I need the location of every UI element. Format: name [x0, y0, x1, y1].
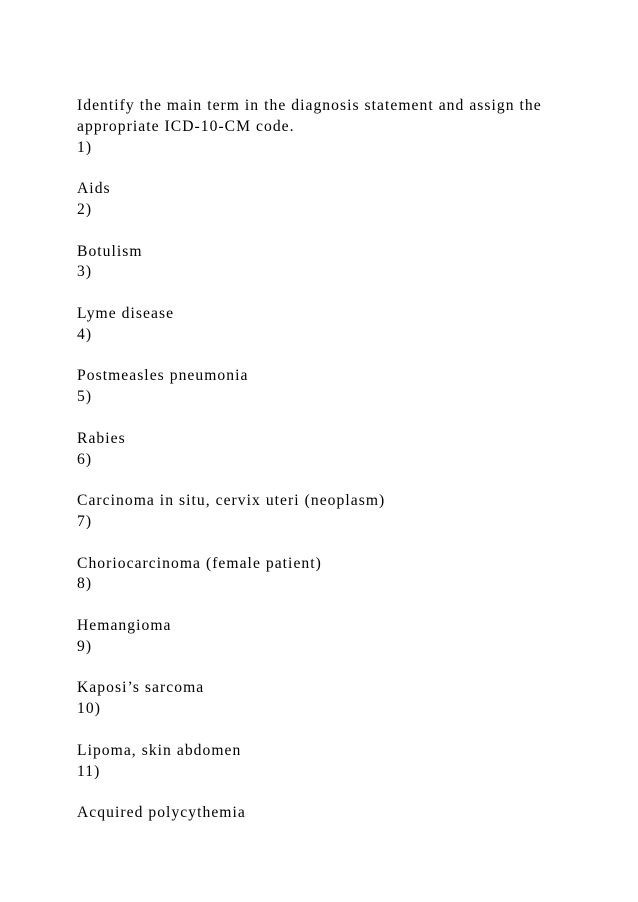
item-text: Aids	[77, 180, 111, 198]
item-number: 4)	[77, 325, 93, 343]
item-text: Postmeasles pneumonia	[77, 367, 249, 385]
item-text: Choriocarcinoma (female patient)	[77, 554, 322, 572]
item-text: Botulism	[77, 242, 143, 260]
item-text: Kaposi’s sarcoma	[77, 679, 205, 697]
spacer	[77, 283, 597, 304]
item-number: 1)	[77, 138, 93, 156]
item-number: 7)	[77, 512, 93, 530]
spacer	[77, 782, 597, 803]
spacer	[77, 221, 597, 242]
item-text: Acquired polycythemia	[77, 804, 246, 822]
spacer	[77, 470, 597, 491]
item-number: 5)	[77, 388, 93, 406]
document-body	[77, 96, 597, 824]
item-text: Lyme disease	[77, 304, 175, 322]
spacer	[77, 720, 597, 741]
spacer	[77, 158, 597, 179]
spacer	[77, 533, 597, 554]
item-number: 8)	[77, 575, 93, 593]
item-number: 3)	[77, 263, 93, 281]
item-text: Carcinoma in situ, cervix uteri (neoplasm)	[77, 492, 386, 510]
spacer	[77, 346, 597, 367]
instructions-line-1: Identify the main term in the diagnosis statement and assign the	[77, 97, 542, 114]
item-text: Rabies	[77, 429, 126, 447]
item-number: 2)	[77, 200, 93, 218]
spacer	[77, 595, 597, 616]
item-number: 6)	[77, 450, 93, 468]
item-text: Lipoma, skin abdomen	[77, 741, 242, 759]
spacer	[77, 658, 597, 679]
instructions-line-2: appropriate ICD-10-CM code.	[77, 117, 295, 135]
spacer	[77, 408, 597, 429]
item-number: 9)	[77, 637, 93, 655]
item-number: 11)	[77, 762, 101, 780]
item-text: Hemangioma	[77, 616, 172, 634]
item-number: 10)	[77, 700, 101, 718]
